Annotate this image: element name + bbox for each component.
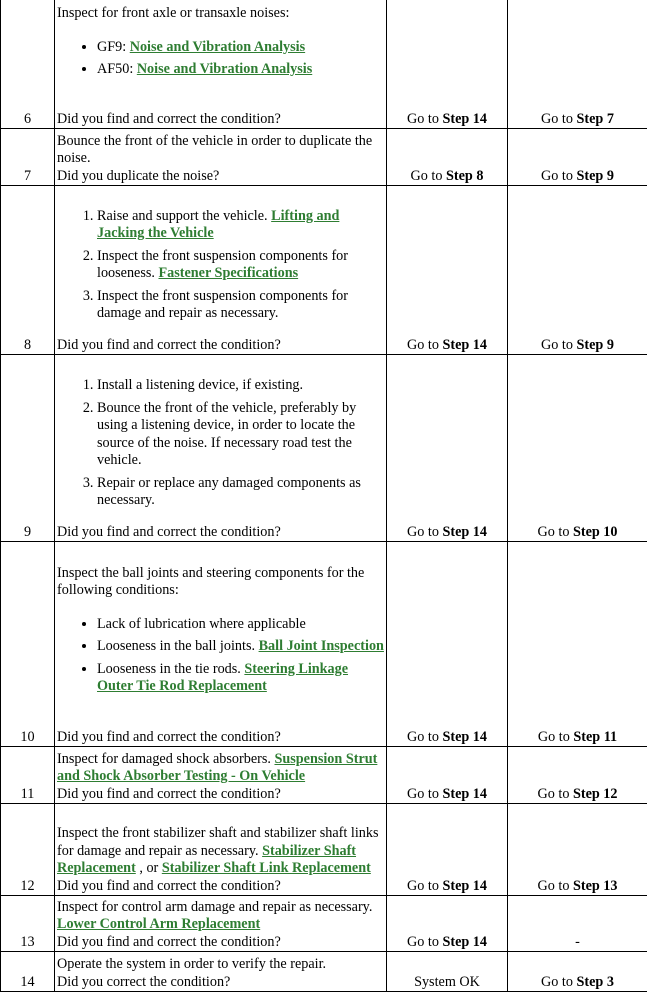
yes-cell: System OK	[387, 952, 508, 992]
list-item-text: Repair or replace any damaged components as necessary.	[97, 474, 361, 508]
list-item	[97, 61, 384, 79]
no-step: Step 12	[572, 785, 618, 802]
step-number: 13	[1, 896, 55, 952]
no-step: Step 11	[573, 728, 618, 745]
list-item	[97, 248, 384, 283]
list-item-text: Raise and support the vehicle.	[97, 207, 272, 224]
action-intro	[57, 899, 384, 934]
no-cell	[508, 0, 647, 129]
bullet-list	[57, 616, 384, 696]
yes-prefix: Go to	[406, 110, 443, 127]
no-cell	[508, 542, 647, 747]
list-item	[97, 39, 384, 57]
no-prefix: Go to	[541, 167, 577, 184]
yes-prefix: Go to	[406, 728, 443, 745]
action-intro	[57, 825, 384, 878]
table-row	[1, 747, 647, 804]
table-row	[1, 0, 647, 129]
table-row	[1, 129, 647, 186]
yes-step: Step 8	[446, 167, 484, 184]
no-step: Step 13	[572, 877, 618, 894]
no-cell	[508, 804, 647, 896]
no-prefix: Go to	[541, 336, 577, 353]
list-item-text: Install a listening device, if existing.	[97, 377, 304, 393]
list-item-text: Inspect the front suspension components for looseness.	[97, 247, 348, 281]
yes-step: Step 14	[442, 523, 487, 540]
yes-step: Step 14	[442, 728, 487, 745]
yes-cell	[387, 896, 508, 952]
yes-step: Step 14	[442, 110, 487, 127]
table-row	[1, 186, 647, 355]
yes-prefix: Go to	[410, 167, 446, 184]
action-question: Did you correct the condition?	[57, 973, 231, 990]
action-intro: Bounce the front of the vehicle in order to duplicate the noise.	[57, 132, 373, 166]
action-intro: Inspect the ball joints and steering components for the following conditions:	[57, 564, 365, 598]
yes-prefix: Go to	[406, 877, 443, 894]
list-item-text: Looseness in the ball joints.	[97, 638, 259, 654]
link-steering-linkage-tie-rod[interactable]: Steering Linkage Outer Tie Rod Replacement	[97, 660, 349, 694]
yes-prefix: Go to	[406, 933, 443, 950]
table-row	[1, 896, 647, 952]
list-item-text: GF9:	[97, 38, 130, 55]
no-prefix: Go to	[537, 785, 573, 802]
action-question: Did you find and correct the condition?	[57, 336, 281, 353]
action-cell	[55, 804, 387, 896]
list-item	[97, 377, 384, 395]
action-question: Did you find and correct the condition?	[57, 785, 281, 802]
no-cell	[508, 952, 647, 992]
yes-step: Step 14	[442, 933, 487, 950]
action-intro	[57, 751, 384, 786]
action-question: Did you find and correct the condition?	[57, 933, 281, 950]
list-item	[97, 475, 384, 510]
table-row	[1, 804, 647, 896]
action-question: Did you find and correct the condition?	[57, 110, 281, 127]
step-number: 11	[1, 747, 55, 804]
action-cell	[55, 542, 387, 747]
action-cell	[55, 129, 387, 186]
link-lower-control-arm-replacement[interactable]: Lower Control Arm Replacement	[57, 916, 261, 932]
step-number: 6	[1, 0, 55, 129]
no-cell	[508, 129, 647, 186]
list-item	[97, 208, 384, 243]
yes-step: Step 14	[442, 336, 487, 353]
link-stabilizer-shaft-replacement[interactable]: Stabilizer Shaft Replacement	[57, 842, 357, 876]
action-question: Did you duplicate the noise?	[57, 167, 220, 184]
no-step: Step 9	[576, 336, 614, 353]
yes-step: Step 14	[442, 785, 487, 802]
action-cell	[55, 896, 387, 952]
action-intro: Inspect for front axle or transaxle noises:	[57, 5, 290, 21]
link-fastener-specifications[interactable]: Fastener Specifications	[158, 265, 299, 281]
action-question: Did you find and correct the condition?	[57, 728, 281, 745]
numbered-list	[57, 377, 384, 510]
yes-cell	[387, 129, 508, 186]
yes-prefix: Go to	[406, 336, 443, 353]
bullet-list	[57, 39, 384, 79]
step-number: 9	[1, 355, 55, 542]
link-lifting-jacking[interactable]: Lifting and Jacking the Vehicle	[97, 207, 340, 241]
list-item-text: Inspect the front suspension components for damage and repair as necessary.	[97, 287, 348, 321]
no-prefix: Go to	[537, 728, 574, 745]
numbered-list	[57, 208, 384, 323]
table-row	[1, 355, 647, 542]
yes-cell	[387, 186, 508, 355]
list-item-text: Bounce the front of the vehicle, preferably by using a listening device, in order to locate the source of the noise. If necessary road test the vehicle.	[97, 399, 357, 468]
list-item	[97, 616, 384, 634]
action-question: Did you find and correct the condition?	[57, 877, 281, 894]
step-number: 14	[1, 952, 55, 992]
no-prefix: Go to	[537, 877, 573, 894]
list-item	[97, 661, 384, 696]
no-step: Step 10	[572, 523, 618, 540]
step-number: 8	[1, 186, 55, 355]
action-intro-text: Inspect for damaged shock absorbers.	[57, 750, 275, 767]
yes-prefix: Go to	[406, 523, 443, 540]
table-row	[1, 542, 647, 747]
no-cell: -	[508, 896, 647, 952]
no-cell	[508, 355, 647, 542]
step-number: 12	[1, 804, 55, 896]
no-prefix: Go to	[537, 523, 573, 540]
step-number: 7	[1, 129, 55, 186]
list-item-text: AF50:	[97, 61, 137, 77]
no-step: Step 9	[576, 167, 614, 184]
no-cell	[508, 747, 647, 804]
link-noise-vibration-analysis[interactable]: Noise and Vibration Analysis	[129, 38, 306, 55]
action-question: Did you find and correct the condition?	[57, 523, 281, 540]
link-stabilizer-link-replacement[interactable]: Stabilizer Shaft Link Replacement	[161, 860, 371, 876]
list-item-text: Looseness in the tie rods.	[97, 660, 245, 677]
action-intro-separator: , or	[135, 860, 162, 876]
yes-cell	[387, 747, 508, 804]
list-item-text: Lack of lubrication where applicable	[97, 615, 306, 632]
no-prefix: Go to	[541, 110, 577, 127]
action-cell	[55, 0, 387, 129]
action-intro: Operate the system in order to verify the repair.	[57, 956, 327, 972]
link-strut-shock-testing[interactable]: Suspension Strut and Shock Absorber Testing - On Vehicle	[57, 750, 378, 784]
no-prefix: Go to	[541, 973, 577, 990]
action-cell	[55, 952, 387, 992]
table-row	[1, 952, 647, 992]
yes-cell	[387, 355, 508, 542]
action-intro-text: Inspect the front stabilizer shaft and stabilizer shaft links for damage and repair as necessary.	[57, 825, 379, 859]
list-item	[97, 288, 384, 323]
yes-step: Step 14	[442, 877, 487, 894]
step-number: 10	[1, 542, 55, 747]
action-cell	[55, 355, 387, 542]
list-item	[97, 400, 384, 470]
no-step: Step 7	[576, 110, 614, 127]
yes-prefix: Go to	[406, 785, 443, 802]
link-ball-joint-inspection[interactable]: Ball Joint Inspection	[258, 638, 384, 654]
list-item	[97, 638, 384, 656]
yes-cell	[387, 0, 508, 129]
yes-cell	[387, 804, 508, 896]
action-cell	[55, 186, 387, 355]
link-noise-vibration-analysis[interactable]: Noise and Vibration Analysis	[136, 61, 313, 77]
action-cell	[55, 747, 387, 804]
action-intro-text: Inspect for control arm damage and repair as necessary.	[57, 898, 373, 915]
yes-cell	[387, 542, 508, 747]
no-step: Step 3	[576, 973, 614, 990]
no-cell	[508, 186, 647, 355]
